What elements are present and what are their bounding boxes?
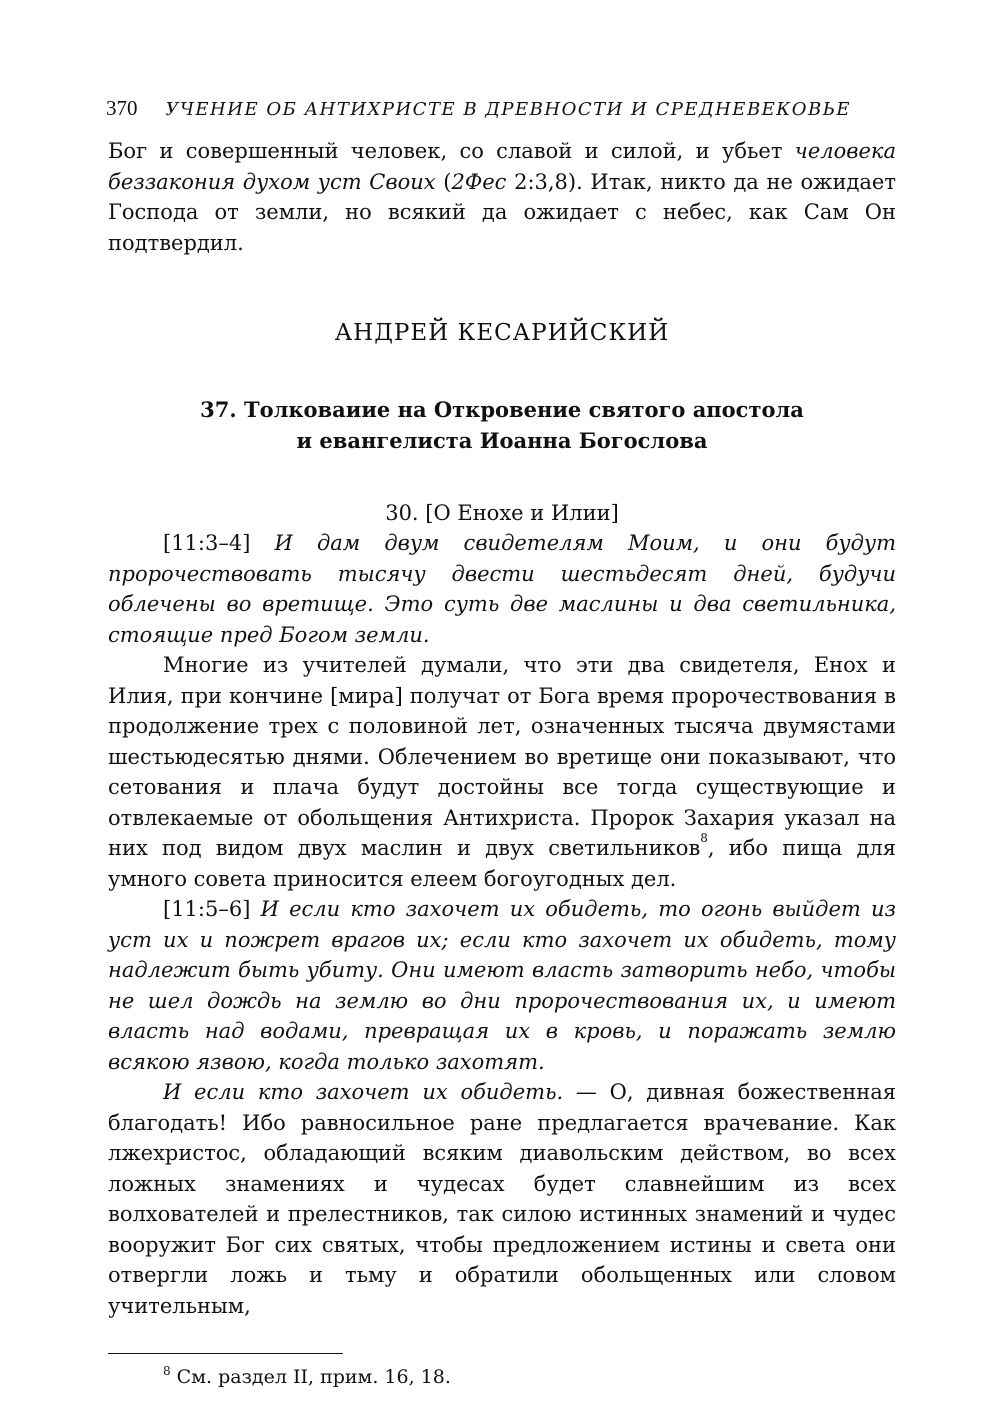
text-run: ( bbox=[435, 169, 452, 194]
paragraph-1 bbox=[108, 528, 896, 650]
text-run: Бог и совершенный человек, со славой и силой, и убьет bbox=[108, 139, 795, 163]
verse-reference: [11:3–4] bbox=[163, 531, 275, 555]
work-title-line-2: и евангелиста Иоанна Богослова bbox=[296, 428, 708, 453]
running-header bbox=[106, 96, 896, 136]
footnote-mark: 8 bbox=[163, 1364, 171, 1378]
scripture-quote: И если кто захочет их обидеть, то огонь выйдет из уст их и пожрет врагов их; если кто захочет их обидеть, тому надлежит быть убиту. Они имеют власть затворить небо, чтобы не шел дождь на землю во дни пророчествования их, и имеют власть над водами, превращая их в кровь, и поражать землю всякою язвою, когда только захотят. bbox=[108, 897, 896, 1074]
work-title-line-1: 37. Толковаиие на Откровение святого апостола bbox=[200, 397, 804, 422]
footnote bbox=[108, 1366, 896, 1388]
paragraph-text-tail: , ибо пища для умного совета приносится елеем богоугодных дел. bbox=[108, 836, 896, 891]
scripture-quote: И дам двум свидетелям Моим, и они будут пророчествовать тысячу двести шестьдесят дней, будучи облечены во вретище. Это суть две маслины и два светильника, стоящие пред Богом земли. bbox=[108, 531, 896, 647]
paragraph-text: Многие из учителей думали, что эти два свидетеля, Енох и Илия, при кончине [мира] получат от Бога время пророчествования в продолжение трех с половиной лет, означенных тысяча двумястами шестьюдесятью днями. Облечением во вретище они показывают, что сетования и плача будут достойны все тогда существующие и отвлекаемые от обольщения Антихриста. Пророк Захария указал на них под видом двух маслин и двух светильников bbox=[108, 653, 896, 860]
paragraph-text: — О, дивная божественная благодать! Ибо равносильное ране предлагается врачевание. Как лжехристос, обладающий всяким диавольским действом, во всех ложных знамениях и чудесах будет славнейшим из всех волхователей и прелестников, так силою истинных знамений и чудес вооружит Бог сих святых, чтобы предложением истины и света они отвергли ложь и тьму и обратили обольщенных или словом учительным, bbox=[108, 1080, 896, 1318]
paragraph-4 bbox=[108, 1077, 896, 1321]
paragraph-3 bbox=[108, 894, 896, 1077]
text-run: 2:3,8). Итак, никто да не ожидает Господа от земли, но всякий да ожидает с небес, как Сам Он подтвердил. bbox=[108, 169, 896, 255]
footnote-divider bbox=[108, 1353, 343, 1354]
italic-reference: 2Фес bbox=[451, 169, 507, 194]
running-title: УЧЕНИЕ ОБ АНТИХРИСТЕ В ДРЕВНОСТИ И СРЕДНЕВЕКОВЬЕ bbox=[165, 99, 851, 120]
footnote-reference: 8 bbox=[700, 831, 708, 845]
paragraph-2 bbox=[108, 650, 896, 894]
verse-reference: [11:5–6] bbox=[163, 897, 261, 921]
page-content bbox=[108, 96, 896, 1388]
italic-quote: человека беззакония духом уст Своих bbox=[108, 139, 896, 194]
page-number: 370 bbox=[106, 96, 138, 120]
lemma: И если кто захочет их обидеть. bbox=[163, 1080, 564, 1104]
footnote-text: См. раздел II, прим. 16, 18. bbox=[170, 1366, 451, 1388]
intro-paragraph bbox=[108, 136, 896, 258]
work-title bbox=[108, 394, 896, 456]
chapter-heading: 30. [О Енохе и Илии] bbox=[385, 501, 619, 525]
author-heading: АНДРЕЙ КЕСАРИЙСКИЙ bbox=[334, 320, 670, 346]
